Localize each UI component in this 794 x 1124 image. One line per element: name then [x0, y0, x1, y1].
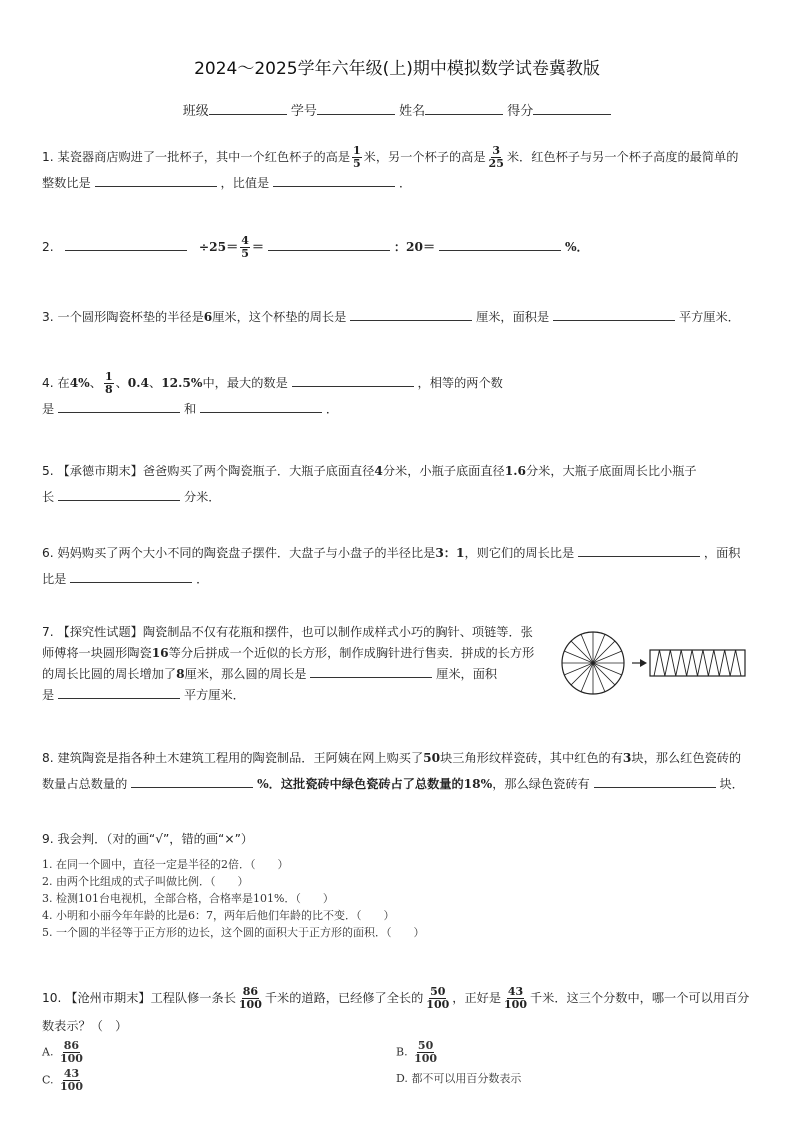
fraction: $\frac{86}{100}$	[238, 985, 262, 1011]
question-2: 2. ÷25＝ $\frac{4}{5}$ ＝ ：20＝ %．	[42, 234, 589, 260]
answer-blank[interactable]	[350, 307, 472, 321]
name-label: 姓名	[399, 104, 426, 119]
question-9-heading: 9. 我会判．（对的画“√”，错的画“×”）	[42, 832, 254, 846]
class-label: 班级	[182, 104, 209, 119]
judge-item[interactable]: 3. 检测101台电视机，全部合格，合格率是101%．（ ）	[42, 892, 334, 905]
answer-blank[interactable]	[268, 237, 390, 251]
option-b[interactable]: B. $\frac{50}{100}$	[396, 1039, 438, 1065]
answer-blank[interactable]	[70, 569, 192, 583]
question-3: 3. 一个圆形陶瓷杯垫的半径是6厘米，这个杯垫的周长是 厘米，面积是 平方厘米．	[42, 304, 754, 330]
answer-blank[interactable]	[594, 774, 716, 788]
circle-to-rectangle-diagram	[560, 630, 750, 696]
answer-blank[interactable]	[65, 237, 187, 251]
fraction: $\frac{50}{100}$	[426, 985, 450, 1011]
judge-item[interactable]: 2. 由两个比组成的式子叫做比例．（ ）	[42, 875, 249, 888]
circle-radius-line	[593, 663, 615, 685]
question-8: 8. 建筑陶瓷是指各种土木建筑工程用的陶瓷制品．王阿姨在网上购买了50块三角形纹样瓷砖，其中红色的有3块，那么红色瓷砖的 数量占总数量的 %．这批瓷砖中绿色瓷砖占了总数量的18%，那么绿色瓷砖有 块．	[42, 751, 744, 791]
number-label: 学号	[290, 104, 317, 119]
option-c[interactable]: C. $\frac{43}{100}$	[42, 1067, 83, 1093]
judge-item[interactable]: 1. 在同一个圆中，直径一定是半径的2倍．（ ）	[42, 858, 289, 871]
fraction: $\frac{1}{5}$	[353, 144, 361, 170]
answer-blank[interactable]	[578, 543, 700, 557]
arrow-head	[640, 659, 647, 667]
fraction: $\frac{1}{8}$	[104, 370, 113, 396]
judge-item[interactable]: 5. 一个圆的半径等于正方形的边长，这个圆的面积大于正方形的面积．（ ）	[42, 926, 425, 939]
number-field[interactable]	[317, 101, 395, 115]
answer-blank[interactable]	[95, 173, 217, 187]
student-info-line	[0, 100, 794, 119]
answer-blank[interactable]	[131, 774, 253, 788]
question-10: 10. 【沧州市期末】工程队修一条长 $\frac{86}{100}$ 千米的道路，已经修了全长的 $\frac{50}{100}$ ，正好是 $\frac{43}{100}$ 千米．这三个分数中，哪一个可以用百分 数表示？（ ）	[42, 985, 750, 1033]
class-field[interactable]	[209, 101, 287, 115]
score-label: 得分	[507, 104, 534, 119]
rectangle-sectors	[654, 650, 741, 676]
answer-blank[interactable]	[58, 685, 180, 699]
answer-blank[interactable]	[553, 307, 675, 321]
circle-radius-line	[593, 641, 615, 663]
divided-circle	[562, 632, 624, 694]
option-a[interactable]: A. $\frac{86}{100}$	[42, 1039, 83, 1065]
fraction: $\frac{43}{100}$	[504, 985, 527, 1011]
answer-blank[interactable]	[58, 399, 180, 413]
judge-list	[42, 856, 425, 941]
page-title: 2024～2025学年六年级(上)期中模拟数学试卷冀教版	[194, 59, 600, 79]
judge-item[interactable]: 4. 小明和小丽今年年龄的比是6：7，两年后他们年龄的比不变．（ ）	[42, 909, 395, 922]
answer-blank[interactable]	[58, 487, 180, 501]
fraction: $\frac{4}{5}$	[241, 234, 249, 260]
question-4: 4. 在4%、 $\frac{1}{8}$ 、0.4、12.5%中，最大的数是 ，相等的两个数 是 和 ．	[42, 370, 503, 416]
answer-blank[interactable]	[310, 664, 432, 678]
answer-blank[interactable]	[200, 399, 322, 413]
question-1: 1. 某瓷器商店购进了一批杯子，其中一个红色杯子的高是 $\frac{1}{5}$ 米，另一个杯子的高是 $\frac{3}{25}$ 米．红色杯子与另一个杯子高度的最简单的 整数比是 ，比值是 ．	[42, 144, 739, 190]
circle-radius-line	[571, 641, 593, 663]
circle-radius-line	[571, 663, 593, 685]
answer-blank[interactable]	[292, 373, 414, 387]
question-7: 7. 【探究性试题】陶瓷制品不仅有花瓶和摆件，也可以制作成样式小巧的胸针、项链等．张 师傅将一块圆形陶瓷16等分后拼成一个近似的长方形，制作成胸针进行售卖．拼成的长方形 的周长比圆的周长增加了8厘米，那么圆的周长是 厘米，面积 是 平方厘米．	[42, 625, 535, 702]
fraction: $\frac{3}{25}$	[488, 144, 504, 170]
score-field[interactable]	[533, 101, 611, 115]
answer-blank[interactable]	[439, 237, 561, 251]
name-field[interactable]	[425, 101, 503, 115]
question-5: 5. 【承德市期末】爸爸购买了两个陶瓷瓶子．大瓶子底面直径4分米，小瓶子底面直径1.6分米，大瓶子底面周长比小瓶子 长 分米．	[42, 464, 697, 504]
answer-blank[interactable]	[273, 173, 395, 187]
option-d[interactable]: D. 都不可以用百分数表示	[396, 1072, 522, 1085]
question-6: 6. 妈妈购买了两个大小不同的陶瓷盘子摆件．大盘子与小盘子的半径比是3：1，则它们的周长比是 ，面积 比是 ．	[42, 540, 754, 592]
